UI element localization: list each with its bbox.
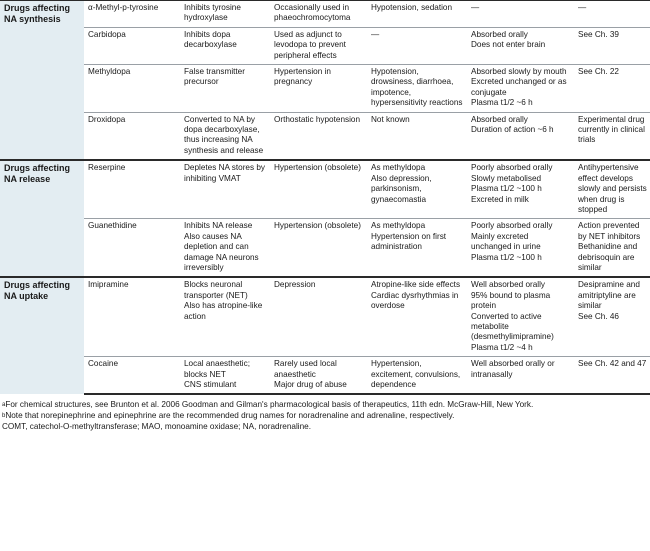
pharmacokinetics-cell [467,65,574,113]
pharmacokinetics-cell [467,277,574,356]
footnote-abbreviations: COMT, catechol-O-methyltransferase; MAO, monoamine oxidase; NA, noradrenaline. [2,421,311,431]
mechanism-cell [180,277,270,356]
drug-name-text: Guanethidine [88,221,137,231]
table-row [0,277,650,356]
drug-name-text: Methyldopa [88,67,131,77]
table-row [0,27,650,64]
pharmacokinetics-text: Duration of action ~6 h [471,125,554,135]
notes-text: — [578,3,587,12]
drug-name-cell [84,357,180,395]
mechanism-cell [180,160,270,219]
drug-name-cell [84,112,180,160]
notes-cell [574,112,650,160]
mechanism-text: Also has atropine-like action [184,301,263,321]
clinical-uses-cell [270,27,367,64]
clinical-uses-text: Major drug of abuse [274,380,347,389]
unwanted-effects-text: Hypertension, excitement, convulsions, dependence [371,359,461,389]
clinical-uses-cell [270,357,367,395]
clinical-uses-text: Used as adjunct to levodopa to prevent peripheral effects [274,29,346,60]
notes-text: See Ch. 42 and 47 [578,359,647,369]
mechanism-text: Inhibits dopa decarboxylase [184,29,237,50]
pharmacokinetics-text: Absorbed orally [471,114,528,124]
table-footnotes [0,395,650,432]
notes-cell [574,160,650,219]
unwanted-effects-cell [367,27,467,64]
drug-name-cell [84,65,180,113]
notes-cell [574,65,650,113]
notes-cell [574,27,650,64]
drug-name-cell [84,1,180,28]
notes-cell [574,1,650,28]
clinical-uses-text: Depression [274,280,316,290]
drug-name-text: Reserpine [88,163,126,173]
notes-cell [574,357,650,395]
table-row [0,112,650,160]
unwanted-effects-text: Atropine-like side effects [371,280,461,290]
mechanism-text: Blocks neuronal transporter (NET) [184,280,248,300]
drug-name-cell [84,219,180,278]
unwanted-effects-text: Also depression, parkinsonism, gynaecomastia [371,173,432,204]
clinical-uses-cell [270,112,367,160]
footnote-a: $^a$For chemical structures, see Brunton et al. 2006 Goodman and Gilman's pharmacological basis of therapeutics, 11th edn. McGraw-Hill, New York. [2,400,534,410]
notes-text: See Ch. 46 [578,311,619,321]
notes-cell [574,219,650,278]
notes-text: Desipramine and amitriptyline are similar [578,280,640,311]
pharmacokinetics-text: Absorbed orally [471,29,528,39]
table-row [0,219,650,278]
drug-name-text: Droxidopa [88,114,126,124]
pharmacokinetics-text: Converted to active metabolite (desmethylimipramine) [471,311,554,342]
unwanted-effects-cell [367,357,467,395]
clinical-uses-cell [270,219,367,278]
mechanism-text: Also causes NA depletion and can damage NA neurons irreversibly [184,231,259,272]
mechanism-cell [180,357,270,395]
notes-cell [574,277,650,356]
pharmacokinetics-text: 95% bound to plasma protein [471,290,551,311]
pharmacokinetics-text: Poorly absorbed orally [471,221,553,231]
unwanted-effects-cell [367,160,467,219]
clinical-uses-cell [270,65,367,113]
pharmacokinetics-text: Well absorbed orally [471,280,546,290]
group-title: Drugs affecting NA synthesis [0,1,84,161]
mechanism-cell [180,219,270,278]
drug-name-cell [84,27,180,64]
group-title: Drugs affecting NA release [0,160,84,277]
mechanism-cell [180,1,270,28]
clinical-uses-cell [270,1,367,28]
table-row [0,1,650,28]
pharmacokinetics-text: Excreted in milk [471,194,529,204]
mechanism-text: Inhibits NA release [184,221,253,231]
notes-text: Bethanidine and debrisoquin are similar [578,242,638,272]
mechanism-cell [180,27,270,64]
notes-text: Antihypertensive effect develops slowly and persists when drug is stopped [578,163,647,214]
pharmacokinetics-cell [467,219,574,278]
pharmacokinetics-text: Absorbed slowly by mouth [471,67,567,77]
pharmacokinetics-text: Plasma t1/2 ~100 h [471,252,542,262]
unwanted-effects-text: Cardiac dysrhythmias in overdose [371,290,459,311]
pharmacokinetics-text: Slowly metabolised [471,173,542,183]
drug-name-cell [84,160,180,219]
unwanted-effects-text: As methyldopa [371,221,426,231]
clinical-uses-text: Hypertension (obsolete) [274,163,361,173]
unwanted-effects-text: Not known [371,114,410,124]
mechanism-text: False transmitter precursor [184,67,245,87]
unwanted-effects-text: Hypotension, drowsiness, diarrhoea, impotence, hypersensitivity reactions [371,67,463,108]
pharmacokinetics-text: Plasma t1/2 ~4 h [471,342,533,352]
unwanted-effects-cell [367,112,467,160]
table-row [0,357,650,395]
pharmacokinetics-cell [467,1,574,28]
clinical-uses-cell [270,277,367,356]
table-row [0,160,650,219]
clinical-uses-text: Rarely used local anaesthetic [274,359,337,379]
clinical-uses-text: Hypertension (obsolete) [274,221,361,231]
mechanism-text: Local anaesthetic; blocks NET [184,359,250,379]
table-body [0,1,650,395]
pharmacokinetics-text: Excreted unchanged or as conjugate [471,77,567,97]
pharmacokinetics-cell [467,160,574,219]
notes-text: See Ch. 22 [578,67,619,77]
mechanism-text: CNS stimulant [184,380,237,389]
notes-text: Action prevented by NET inhibitors [578,221,641,241]
drug-name-text: α-Methyl-p-tyrosine [88,3,159,12]
pharmacokinetics-text: Plasma t1/2 ~6 h [471,98,533,108]
clinical-uses-cell [270,160,367,219]
footnote-b: $^b$Note that norepinephrine and epinephrine are the recommended drug names for noradrenaline and adrenaline, respectively. [2,411,455,420]
drug-name-text: Cocaine [88,359,119,369]
pharmacokinetics-text: Mainly excreted unchanged in urine [471,231,541,252]
clinical-uses-text: Occasionally used in phaeochromocytoma [274,3,351,23]
pharmacokinetics-text: — [471,3,480,12]
pharmacokinetics-text: Plasma t1/2 ~100 h [471,184,542,194]
pharmacokinetics-cell [467,27,574,64]
pharmacokinetics-text: Poorly absorbed orally [471,163,553,173]
mechanism-text: Converted to NA by dopa decarboxylase, thus increasing NA synthesis and release [184,114,264,155]
group-title: Drugs affecting NA uptake [0,277,84,394]
mechanism-cell [180,65,270,113]
clinical-uses-text: Hypertension in pregnancy [274,67,331,87]
unwanted-effects-cell [367,65,467,113]
drug-name-cell [84,277,180,356]
unwanted-effects-cell [367,1,467,28]
pharmacokinetics-cell [467,357,574,395]
clinical-uses-text: Orthostatic hypotension [274,114,361,124]
unwanted-effects-cell [367,219,467,278]
mechanism-cell [180,112,270,160]
drug-name-text: Carbidopa [88,29,126,39]
mechanism-text: Inhibits tyrosine hydroxylase [184,3,241,23]
pharmacokinetics-text: Does not enter brain [471,40,546,50]
drug-name-text: Imipramine [88,280,129,290]
table-row [0,65,650,113]
pharmacokinetics-cell [467,112,574,160]
notes-text: Experimental drug currently in clinical trials [578,114,645,145]
unwanted-effects-text: Hypotension, sedation [371,3,453,12]
unwanted-effects-cell [367,277,467,356]
unwanted-effects-text: Hypertension on first administration [371,231,447,252]
unwanted-effects-text: As methyldopa [371,163,426,173]
pharmacokinetics-text: Well absorbed orally or intranasally [471,359,555,379]
unwanted-effects-text: — [371,29,380,39]
notes-text: See Ch. 39 [578,29,619,39]
mechanism-text: Depletes NA stores by inhibiting VMAT [184,163,266,183]
